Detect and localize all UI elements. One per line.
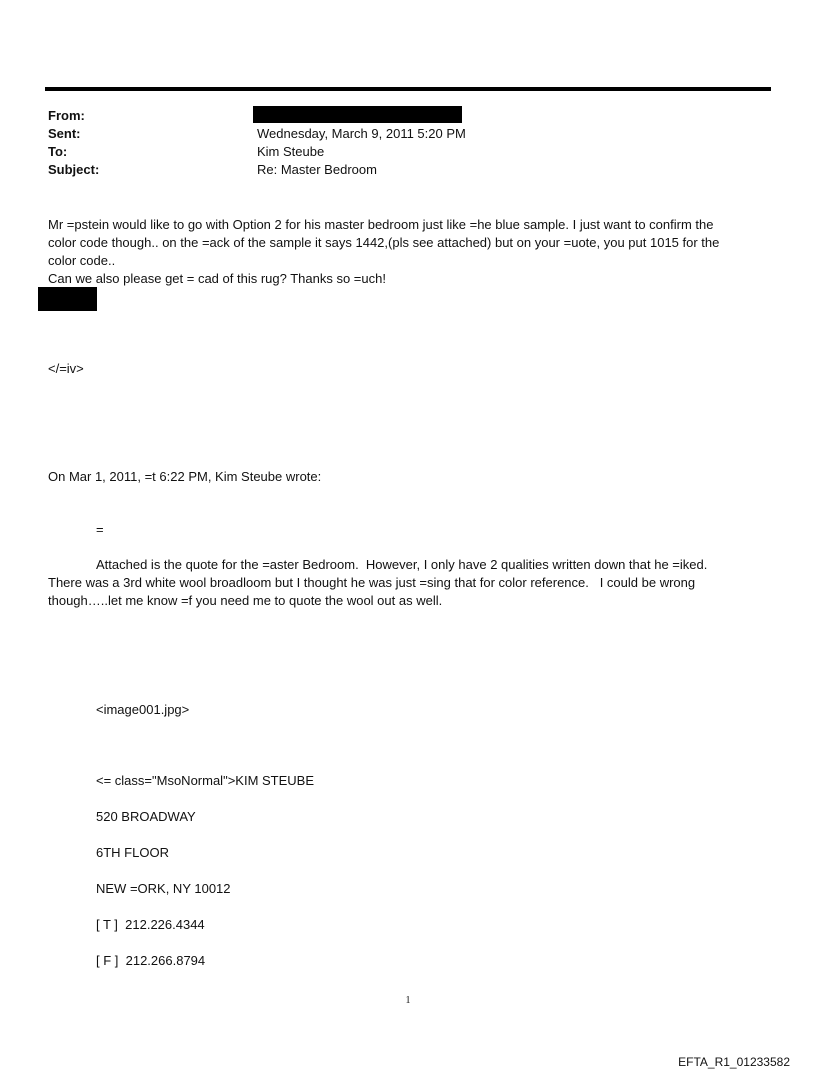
body-line-2: color code though.. on the =ack of the sample it says 1442,(pls see attached) but on your =uote, you put 1015 for the [48, 235, 720, 250]
signature-line-2: 520 BROADWAY [96, 809, 196, 824]
body-line-4: Can we also please get = cad of this rug? Thanks so =uch! [48, 271, 386, 286]
redaction-from [253, 106, 462, 123]
to-label: To: [48, 144, 68, 159]
signature-line-3: 6TH FLOOR [96, 845, 169, 860]
redaction-signature [38, 287, 97, 311]
div-close-text: </=iv> [48, 361, 84, 376]
signature-line-1: <= class="MsoNormal">KIM STEUBE [96, 773, 315, 788]
document-id: EFTA_R1_01233582 [678, 1055, 790, 1069]
body-line-3: color code.. [48, 253, 116, 268]
signature-line-4: NEW =ORK, NY 10012 [96, 881, 231, 896]
signature-line-5: [ T ] 212.226.4344 [96, 917, 205, 932]
sent-label: Sent: [48, 126, 81, 141]
quote-line-3: though…..let me know =f you need me to quote the wool out as well. [48, 593, 443, 608]
quote-line-1: Attached is the quote for the =aster Bedroom. However, I only have 2 qualities written down that he =iked. [96, 557, 708, 572]
header-rule [45, 87, 771, 91]
quote-equals: = [96, 522, 104, 537]
quote-intro: On Mar 1, 2011, =t 6:22 PM, Kim Steube wrote: [48, 469, 322, 484]
body-line-1: Mr =pstein would like to go with Option 2 for his master bedroom just like =he blue sample. I just want to confirm the [48, 217, 714, 232]
image-reference: <image001.jpg> [96, 702, 190, 717]
to-value: Kim Steube [257, 144, 325, 159]
subject-label: Subject: [48, 162, 100, 177]
page-number: 1 [405, 995, 411, 1006]
from-label: From: [48, 108, 85, 123]
subject-value: Re: Master Bedroom [257, 162, 377, 177]
signature-line-6: [ F ] 212.266.8794 [96, 953, 206, 968]
quote-line-2: There was a 3rd white wool broadloom but I thought he was just =sing that for color reference. I could be wrong [48, 575, 696, 590]
sent-value: Wednesday, March 9, 2011 5:20 PM [257, 126, 466, 141]
